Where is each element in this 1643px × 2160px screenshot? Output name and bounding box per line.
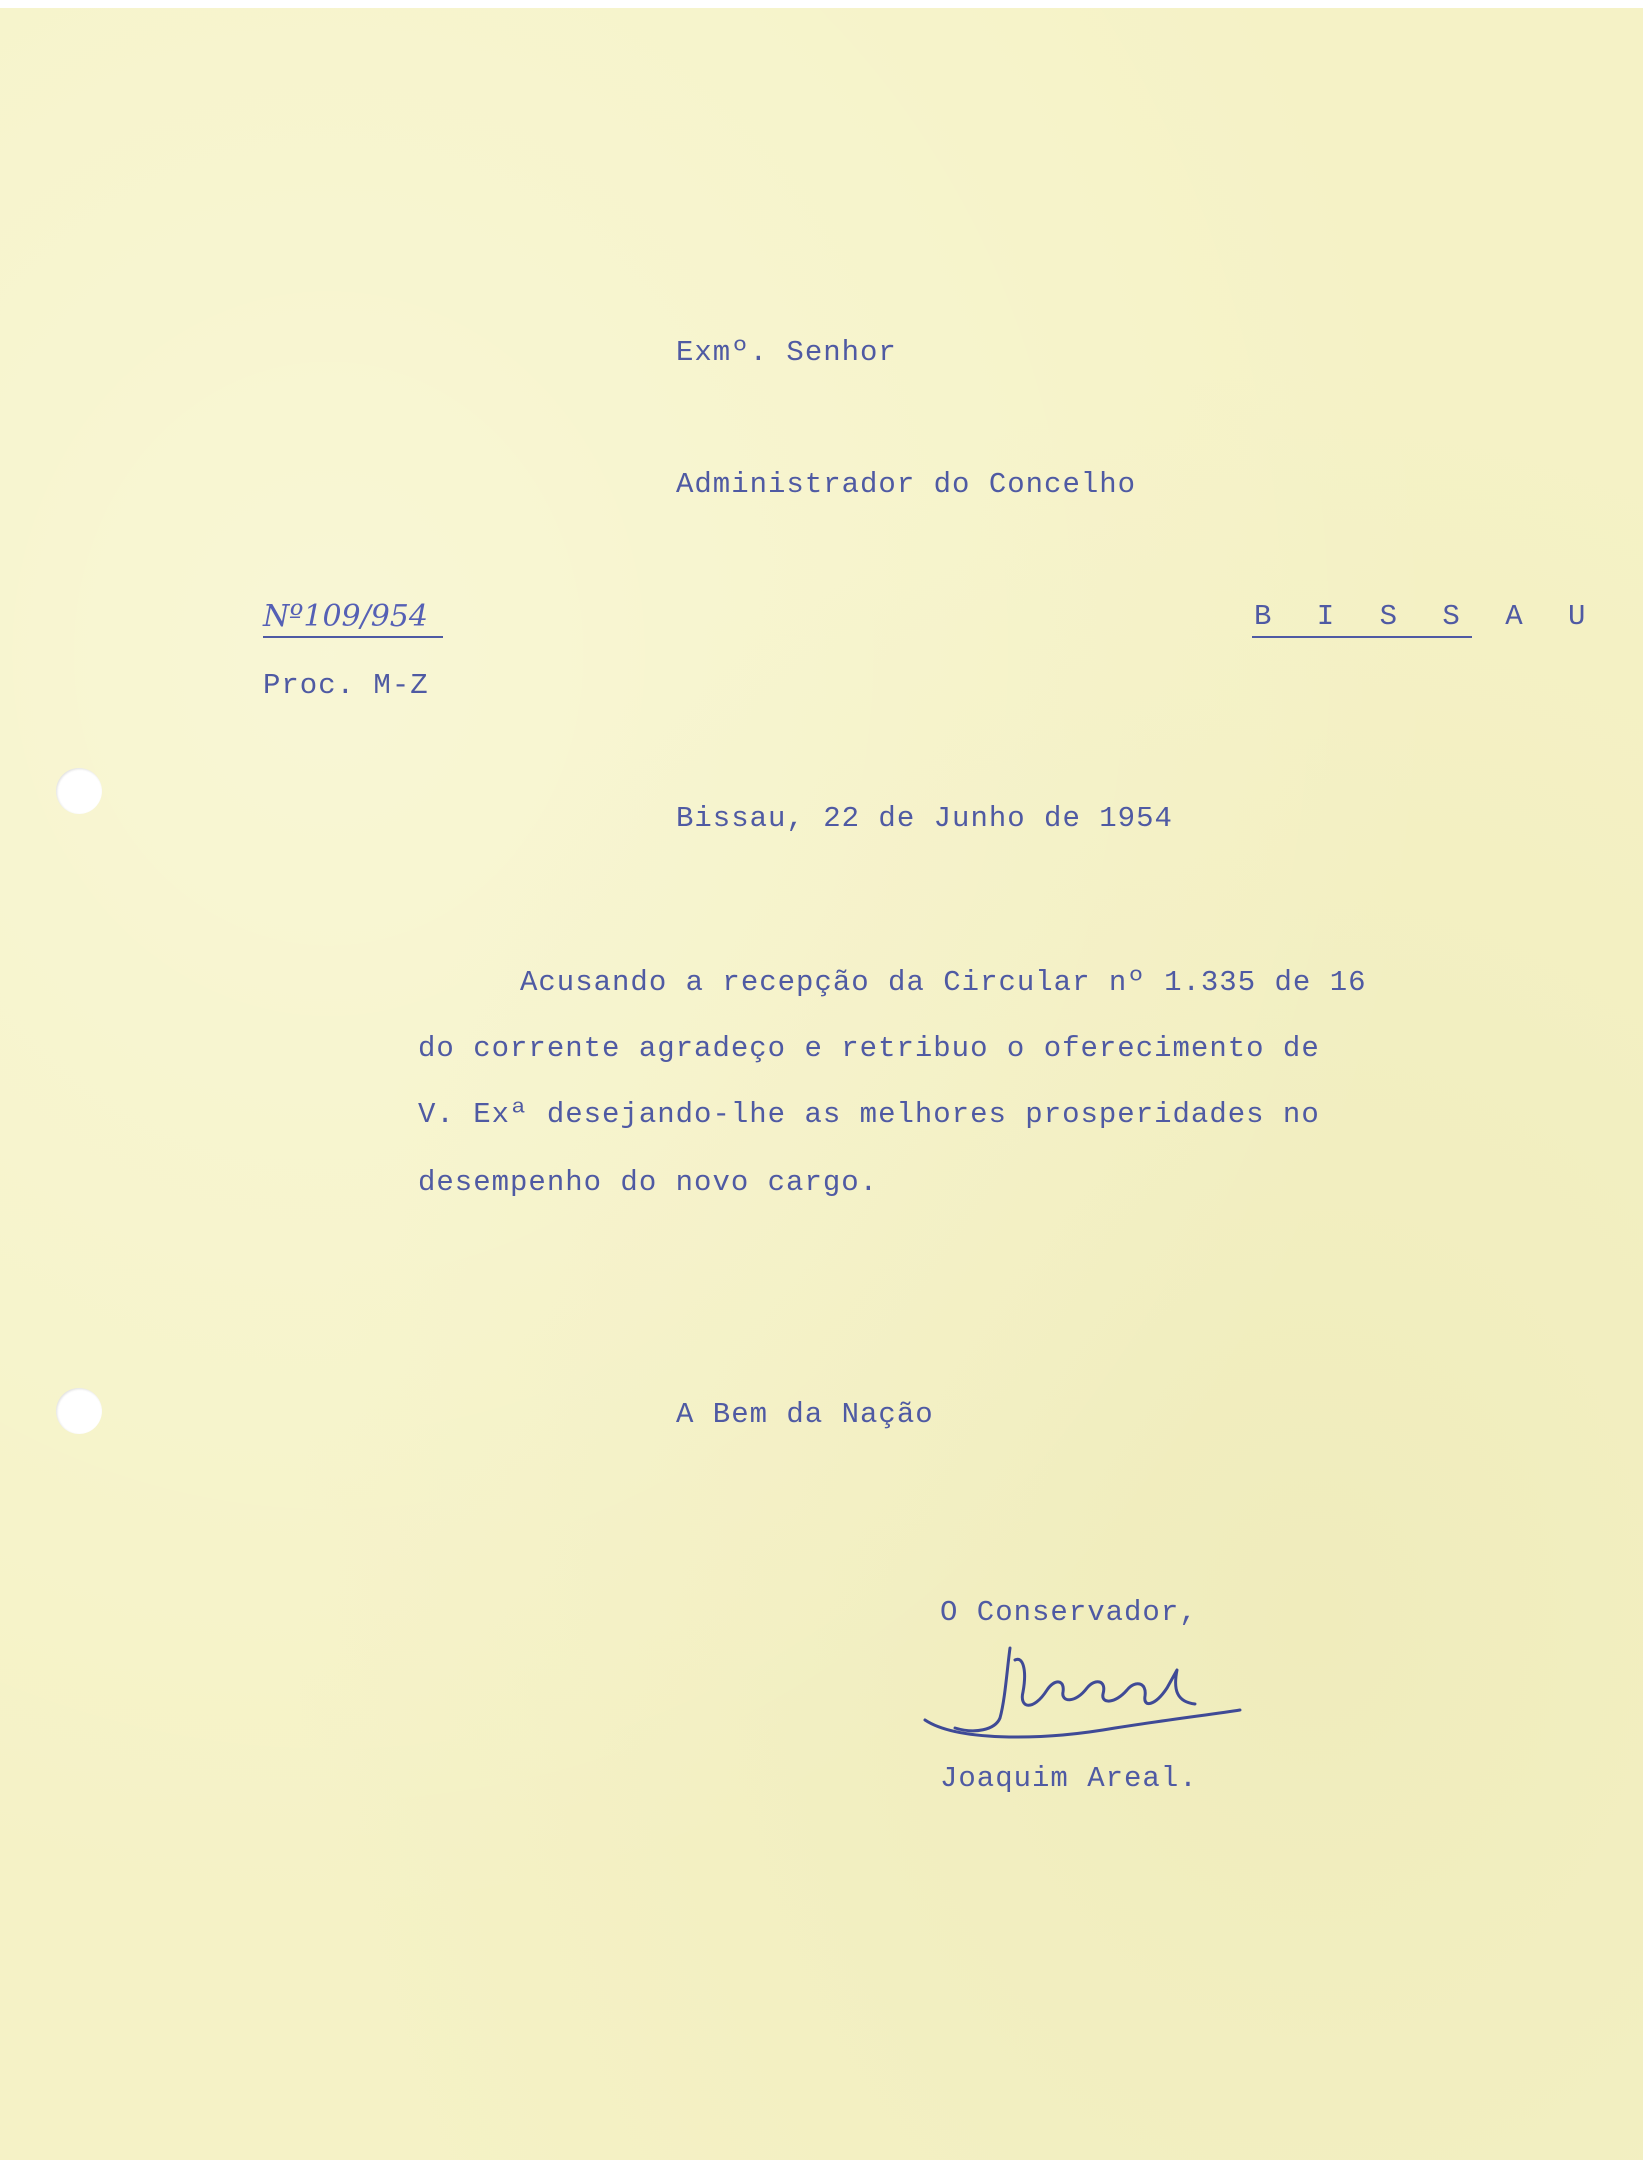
reference-number: Nº109/954 bbox=[263, 599, 428, 634]
closing-formula: A Bem da Nação bbox=[676, 1398, 934, 1431]
document-page bbox=[0, 8, 1643, 2160]
body-line: do corrente agradeço e retribuo o oferecimento de bbox=[418, 1032, 1320, 1065]
destination-underline bbox=[1252, 636, 1472, 638]
handwritten-signature bbox=[915, 1630, 1255, 1750]
signoff-title: O Conservador, bbox=[940, 1596, 1198, 1629]
body-line: Acusando a recepção da Circular nº 1.335 de 16 bbox=[520, 966, 1367, 999]
signatory-name: Joaquim Areal. bbox=[940, 1762, 1198, 1795]
reference-underline bbox=[263, 636, 443, 638]
process-code: Proc. M-Z bbox=[263, 669, 429, 702]
letter-date: Bissau, 22 de Junho de 1954 bbox=[676, 802, 1173, 835]
body-line: desempenho do novo cargo. bbox=[418, 1166, 879, 1199]
destination-city: B I S S A U bbox=[1254, 600, 1600, 633]
salutation-line-2: Administrador do Concelho bbox=[676, 468, 1137, 501]
salutation-line-1: Exmº. Senhor bbox=[676, 336, 897, 369]
body-line: V. Exª desejando-lhe as melhores prosperidades no bbox=[418, 1098, 1320, 1131]
punch-hole-bottom bbox=[56, 1388, 102, 1434]
punch-hole-top bbox=[56, 768, 102, 814]
